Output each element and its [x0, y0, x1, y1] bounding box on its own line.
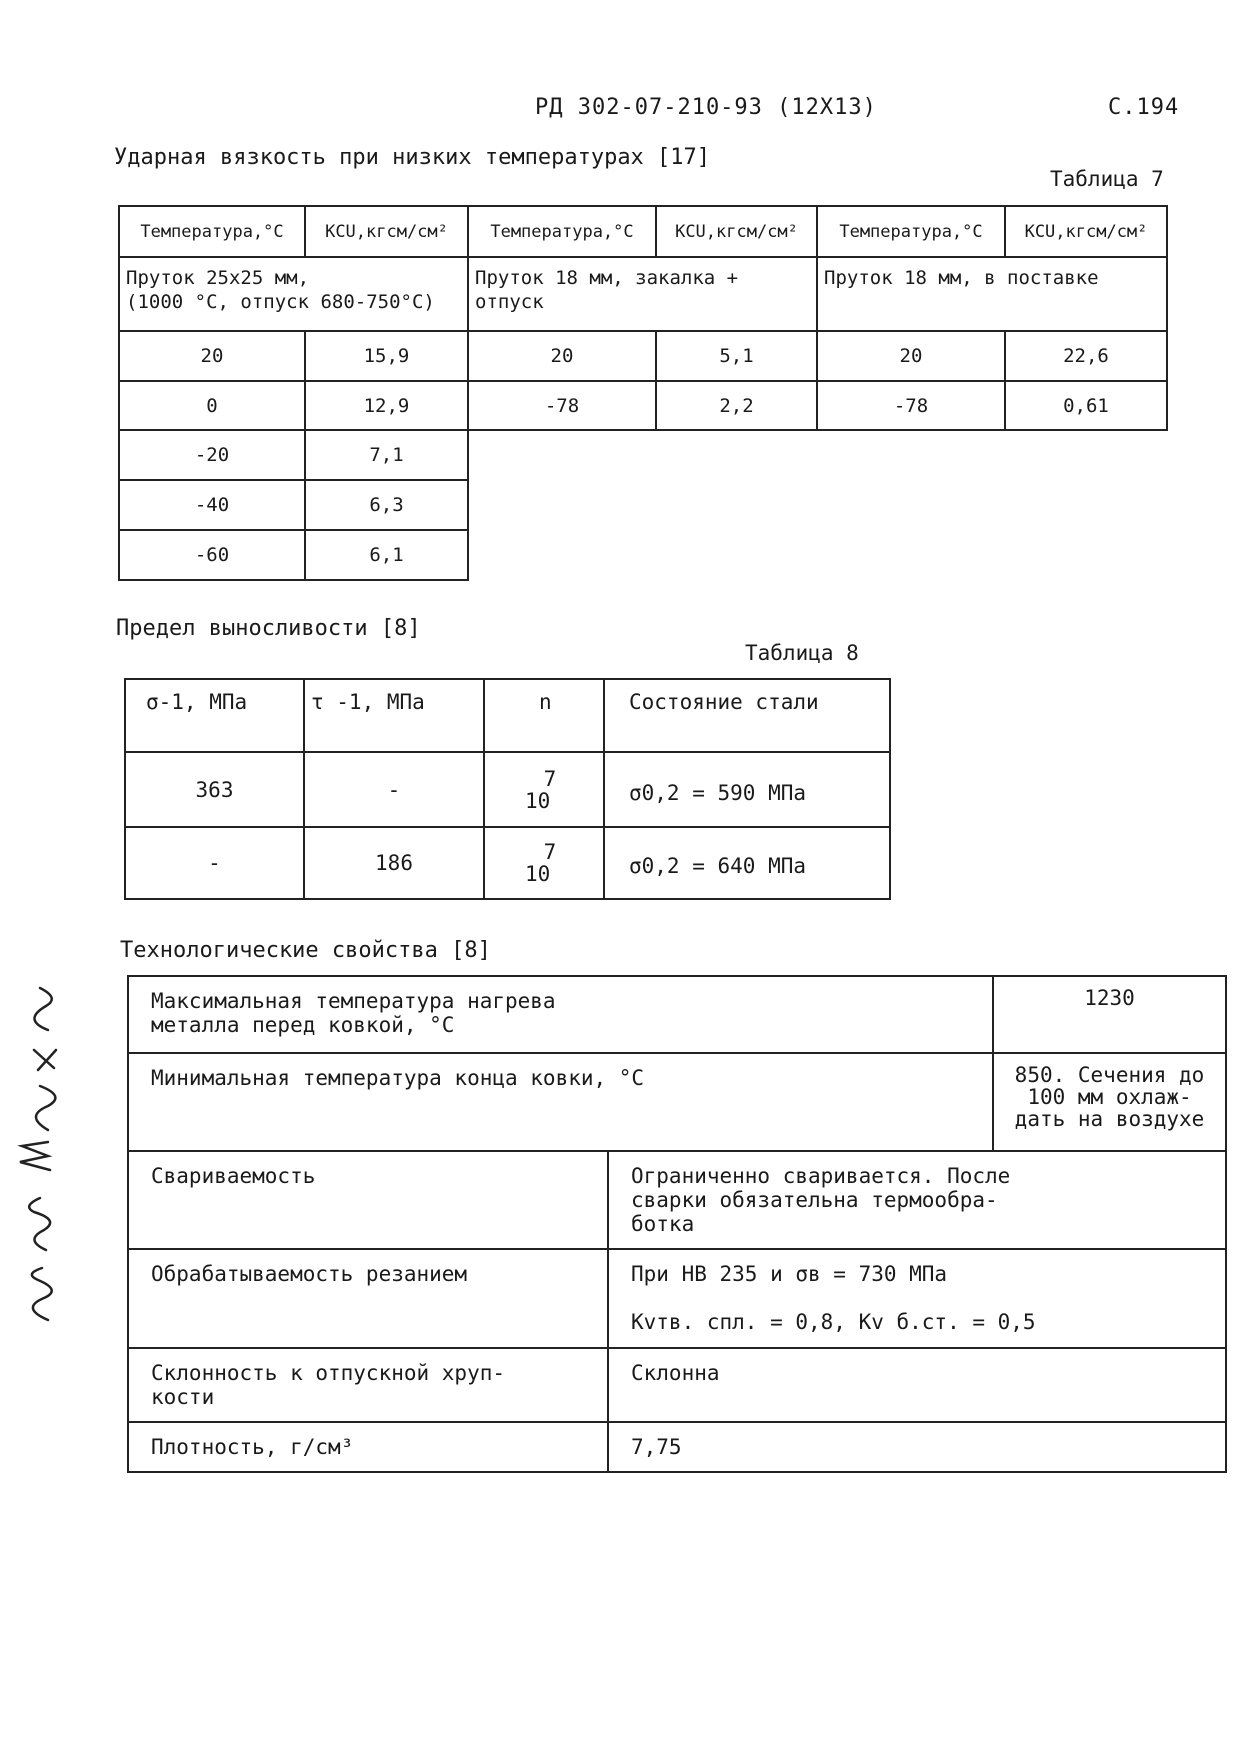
table-row [119, 430, 1167, 480]
handwritten-signature [8, 920, 78, 1330]
table-cell: 5,1 [656, 331, 817, 381]
table-cell: 15,9 [305, 331, 468, 381]
col-header: Температура,°С [817, 206, 1005, 257]
impact-group-row [119, 257, 1167, 331]
tech-table [127, 975, 1227, 1473]
table-row [128, 1053, 1226, 1151]
table-7-label: Таблица 7 [1050, 167, 1164, 191]
property-label: Склонность к отпускной хруп- кости [128, 1348, 608, 1422]
sigma-cell: - [125, 827, 304, 899]
col-header: KCU,кгсм/см² [656, 206, 817, 257]
n-base: 10 [525, 788, 551, 813]
table-cell: -78 [468, 381, 656, 430]
table-row [128, 976, 1226, 1053]
table-cell: 12,9 [305, 381, 468, 430]
document-id: РД 302-07-210-93 (12Х13) [535, 95, 877, 120]
col-header-state: Состояние стали [604, 679, 890, 752]
property-label: Плотность, г/см³ [128, 1422, 608, 1472]
tau-cell: - [304, 752, 484, 827]
impact-table [118, 205, 1168, 581]
table-cell: 22,6 [1005, 331, 1167, 381]
group-label: Пруток 18 мм, закалка + отпуск [468, 257, 817, 331]
property-label: Минимальная температура конца ковки, °С [128, 1053, 993, 1151]
property-value: 1230 [993, 976, 1226, 1053]
col-header-sigma: σ-1, МПа [125, 679, 304, 752]
n-exponent: 7 [543, 840, 557, 864]
property-value: Склонна [608, 1348, 1226, 1422]
table-cell: -78 [817, 381, 1005, 430]
property-value: При НВ 235 и σв = 730 МПа Kvтв. спл. = 0,8, Kv б.ст. = 0,5 [608, 1249, 1226, 1348]
endurance-section-title: Предел выносливости [8] [116, 616, 421, 641]
table-row [119, 331, 1167, 381]
table-row [119, 530, 1167, 580]
property-value: Ограниченно сваривается. После сварки обязательна термообра- ботка [608, 1151, 1226, 1249]
table-cell: 0 [119, 381, 305, 430]
table-cell: 20 [817, 331, 1005, 381]
state-cell: σ0,2 = 590 МПа [604, 752, 890, 827]
table-row [125, 752, 890, 827]
property-value: 7,75 [608, 1422, 1226, 1472]
n-exponent: 7 [543, 766, 557, 791]
property-value: 850. Сечения до 100 мм охлаж- дать на воздухе [993, 1053, 1226, 1151]
table-cell: 20 [119, 331, 305, 381]
table-8-label: Таблица 8 [745, 641, 859, 665]
tech-section-title: Технологические свойства [8] [120, 938, 491, 963]
page-number: С.194 [1108, 95, 1180, 120]
property-label: Свариваемость [128, 1151, 608, 1249]
table-cell: -20 [119, 430, 305, 480]
table-cell: 6,3 [305, 480, 468, 530]
impact-section-title: Ударная вязкость при низких температурах [17] [114, 145, 711, 170]
col-header-n: n [484, 679, 604, 752]
impact-header-row [119, 206, 1167, 257]
table-cell: 0,61 [1005, 381, 1167, 430]
property-label: Максимальная температура нагрева металла перед ковкой, °С [128, 976, 993, 1053]
group-label: Пруток 18 мм, в поставке [817, 257, 1167, 331]
endurance-table [124, 678, 891, 900]
table-row [125, 827, 890, 899]
table-cell: 20 [468, 331, 656, 381]
table-cell: -60 [119, 530, 305, 580]
state-cell: σ0,2 = 640 МПа [604, 827, 890, 899]
n-base: 10 [525, 862, 551, 886]
endurance-header-row [125, 679, 890, 752]
tau-cell: 186 [304, 827, 484, 899]
table-row [119, 480, 1167, 530]
n-cell [484, 752, 604, 827]
table-row [128, 1348, 1226, 1422]
property-label: Обрабатываемость резанием [128, 1249, 608, 1348]
table-row [128, 1249, 1226, 1348]
table-cell: -40 [119, 480, 305, 530]
n-cell [484, 827, 604, 899]
group-label: Пруток 25х25 мм, (1000 °С, отпуск 680-750°С) [119, 257, 468, 331]
sigma-cell: 363 [125, 752, 304, 827]
table-cell: 7,1 [305, 430, 468, 480]
col-header: Температура,°С [119, 206, 305, 257]
col-header: KCU,кгсм/см² [1005, 206, 1167, 257]
col-header-tau: τ -1, МПа [304, 679, 484, 752]
table-row [128, 1151, 1226, 1249]
table-row [119, 381, 1167, 430]
col-header: KCU,кгсм/см² [305, 206, 468, 257]
table-row [128, 1422, 1226, 1472]
col-header: Температура,°С [468, 206, 656, 257]
table-cell: 6,1 [305, 530, 468, 580]
table-cell: 2,2 [656, 381, 817, 430]
